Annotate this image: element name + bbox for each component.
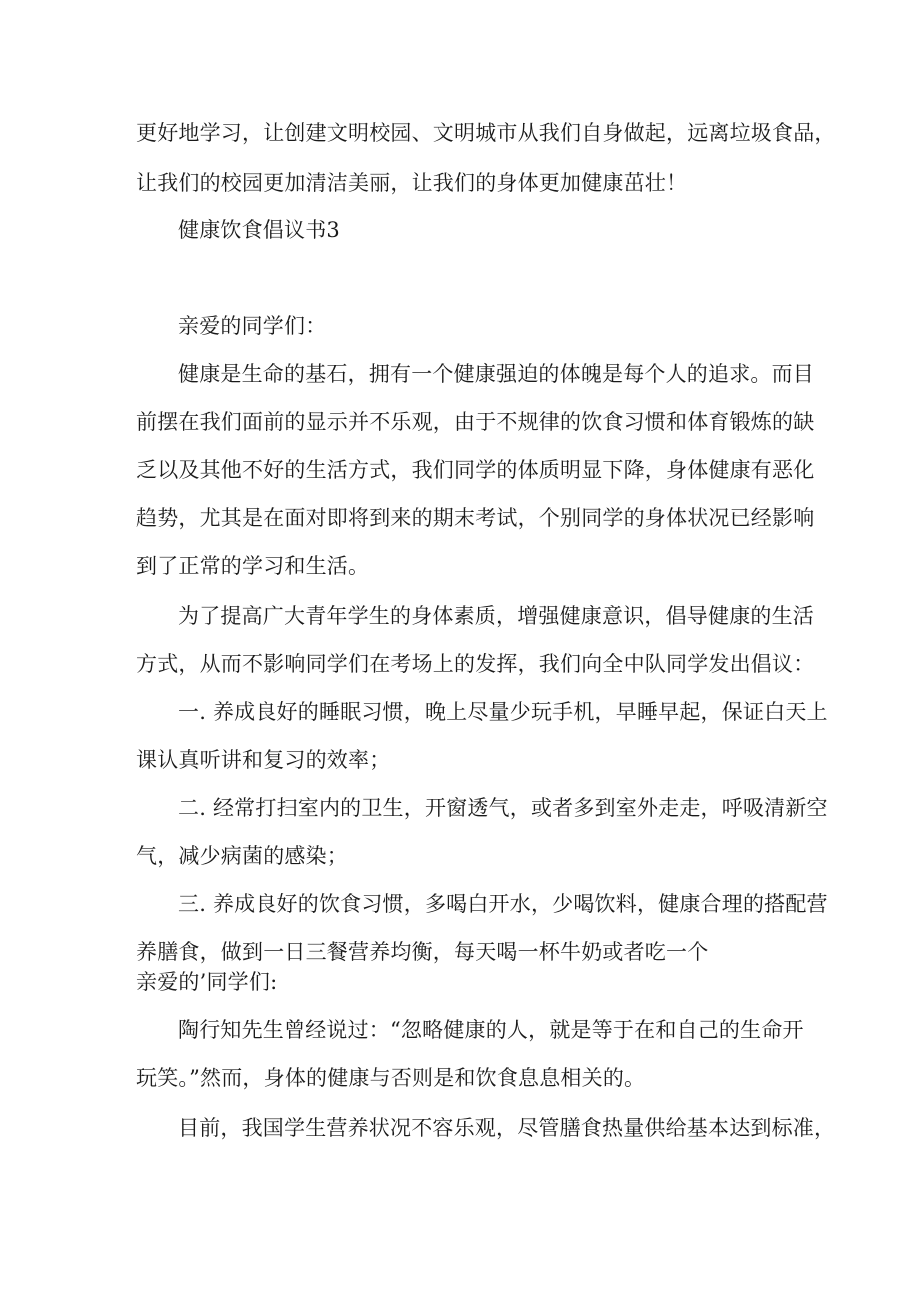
list-item: 三. 养成良好的饮食习惯，多喝白开水，少喝饮料，健康合理的搭配营 (178, 892, 828, 916)
list-item: 一. 养成良好的睡眠习惯，晚上尽量少玩手机，早睡早起，保证白天上 (178, 700, 828, 724)
text-line: 玩笑。”然而，身体的健康与否则是和饮食息息相关的。 (136, 1066, 646, 1090)
list-item: 二. 经常打扫室内的卫生，开窗透气，或者多到室外走走，呼吸清新空 (178, 796, 828, 820)
text-line: 更好地学习，让创建文明校园、文明城市从我们自身做起，远离垃圾食品， (136, 121, 836, 145)
text-line: 为了提高广大青年学生的身体素质，增强健康意识，倡导健康的生活 (178, 604, 814, 628)
text-line: 趋势，尤其是在面对即将到来的期末考试，个别同学的身体状况已经影响 (136, 506, 815, 530)
text-line: 课认真听讲和复习的效率； (136, 748, 391, 772)
text-line: 气，减少病菌的感染； (136, 844, 348, 868)
salutation: 亲爱的同学们： (178, 314, 327, 338)
salutation: 亲爱的’同学们: (136, 970, 278, 994)
text-line: 养膳食，做到一日三餐营养均衡，每天喝一杯牛奶或者吃一个 (136, 940, 709, 964)
text-line: 乏以及其他不好的生活方式，我们同学的体质明显下降，身体健康有恶化 (136, 458, 815, 482)
text-line: 到了正常的学习和生活。 (136, 554, 370, 578)
text-line: 让我们的校园更加清洁美丽，让我们的身体更加健康茁壮！ (136, 171, 688, 195)
text-line: 方式，从而不影响同学们在考场上的发挥，我们向全中队同学发出倡议： (136, 652, 815, 676)
text-line: 健康是生命的基石，拥有一个健康强迫的体魄是每个人的追求。而目 (178, 362, 814, 386)
text-line: 目前，我国学生营养状况不容乐观，尽管膳食热量供给基本达到标准， (178, 1116, 836, 1140)
text-line: 陶行知先生曾经说过：“忽略健康的人，就是等于在和自己的生命开 (178, 1018, 804, 1042)
section-heading: 健康饮食倡议书3 (178, 218, 340, 242)
text-line: 前摆在我们面前的显示并不乐观，由于不规律的饮食习惯和体育锻炼的缺 (136, 410, 815, 434)
